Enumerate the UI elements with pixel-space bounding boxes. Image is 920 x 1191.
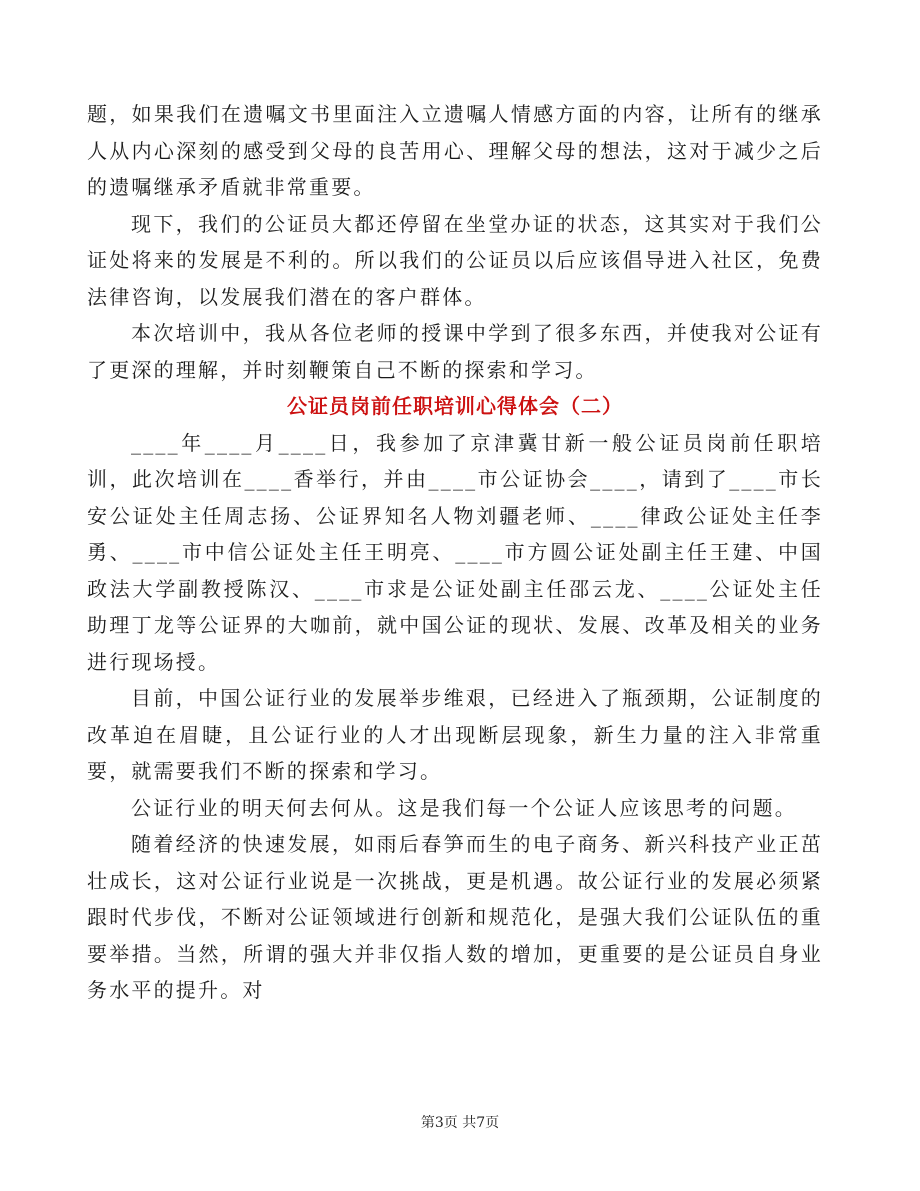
paragraph-training-intro: ____年____月____日，我参加了京津冀甘新一般公证员岗前任职培训，此次培训在____香举行，并由____市公证协会____，请到了____市长安公证处主任周志扬、公证界知名人物刘疆老师、____律政公证处主任李勇、____市中信公证处主任王明亮、____市方圆公证处副主任王建、中国政法大学副教授陈汉、____市求是公证处副主任邵云龙、____公证处主任助理丁龙等公证界的大咖前，就中国公证的现状、发展、改革及相关的业务进行现场授。	[87, 430, 823, 674]
page-number: 第3页 共7页	[420, 1115, 500, 1131]
paragraph-notary-status: 现下，我们的公证员大都还停留在坐堂办证的状态，这其实对于我们公证处将来的发展是不利的。所以我们的公证员以后应该倡导进入社区，免费法律咨询，以发展我们潜在的客户群体。	[87, 211, 823, 309]
paragraph-continued: 题，如果我们在遗嘱文书里面注入立遗嘱人情感方面的内容，让所有的继承人从内心深刻的感受到父母的良苦用心、理解父母的想法，这对于减少之后的遗嘱继承矛盾就非常重要。	[87, 102, 823, 199]
paragraph-industry-state: 目前，中国公证行业的发展举步维艰，已经进入了瓶颈期，公证制度的改革迫在眉睫，且公证行业的人才出现断层现象，新生力量的注入非常重要，就需要我们不断的探索和学习。	[87, 686, 823, 783]
paragraph-training-summary: 本次培训中，我从各位老师的授课中学到了很多东西，并使我对公证有了更深的理解，并时刻鞭策自己不断的探索和学习。	[87, 321, 823, 382]
paragraph-question: 公证行业的明天何去何从。这是我们每一个公证人应该思考的问题。	[131, 795, 797, 820]
section-title: 公证员岗前任职培训心得体会（二）	[287, 394, 623, 418]
paragraph-development: 随着经济的快速发展，如雨后春笋而生的电子商务、新兴科技产业正茁壮成长，这对公证行业说是一次挑战，更是机遇。故公证行业的发展必须紧跟时代步伐，不断对公证领域进行创新和规范化，是强大我们公证队伍的重要举措。当然，所谓的强大并非仅指人数的增加，更重要的是公证员自身业务水平的提升。对	[87, 832, 823, 1002]
document-body	[87, 96, 823, 1009]
